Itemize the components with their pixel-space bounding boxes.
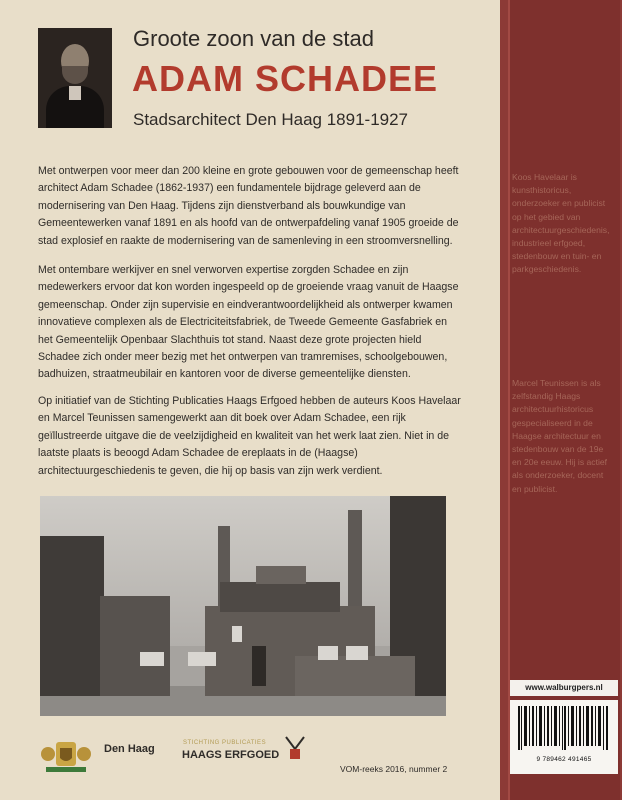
author-bio-koos: Koos Havelaar is kunsthistoricus, onderzoeker en publicist op het gebied van architectuurgeschiedenis, industrieel erfgoed, stedenbouw en tuin- en parkgeschiedenis. [512,172,610,275]
building-photo [40,496,446,716]
barcode-bars [510,700,618,752]
portrait-photo [38,28,112,128]
den-haag-label: Den Haag [104,743,155,755]
paragraph-expertise: Met ontembare werkijver en snel verworven expertise zorgden Schadee en zijn medewerkers ervoor dat kon worden ingespeeld op de groeiende vraag vanuit de Haagse gemeenschap. Onder zijn supervisie en eindverantwoordelijkheid als ontwerper kwamen innovatieve complexen als de Electriciteitsfabriek, de Tweede Gemeente Gasfabriek en het Gemeentelijk Openbaar Slachthuis tot stand. Naast deze grote projecten hield Schadee zich onder meer bezig met het ontwerpen van tramremises, schoolgebouwen, badhuizen, straatmeubilair en kantoren voor de diverse gemeentelijke diensten. [38,264,459,381]
haags-erfgoed-small-label: STICHTING PUBLICATIES [183,740,267,746]
book-subtitle: Stadsarchitect Den Haag 1891-1927 [133,110,409,129]
isbn-number: 9 789462 491465 [536,756,592,763]
den-haag-crest-logo [38,738,94,774]
haags-erfgoed-icon [283,733,307,761]
book-title: ADAM SCHADEE [132,58,439,99]
haags-erfgoed-label: HAAGS ERFGOED [182,749,280,761]
paragraph-initiative: Op initiatief van de Stichting Publicaties Haags Erfgoed hebben de auteurs Koos Havelaar en Marcel Teunissen samengewerkt aan dit boek over Adam Schadee, een rijk geïllustreerde uitgave die de veelzijdigheid en kwaliteit van het werk laat zien. Niet in de laatste plaats is beoogd Adam Schadee de ereplaats in de (Haagse) architectuurgeschiedenis te geven, die hij op basis van zijn werk verdient. [38,395,461,477]
publisher-url[interactable]: www.walburgpers.nl [510,680,618,696]
author-bio-marcel: Marcel Teunissen is als zelfstandig Haags architectuurhistoricus gespecialiseerd in de Haagse architectuur en stedenbouw van de 19e en 20e eeuw. Hij is actief als onderzoeker, docent en publicist. [512,378,608,494]
series-info: VOM-reeks 2016, nummer 2 [340,764,448,774]
book-kicker: Groote zoon van de stad [133,26,374,51]
paragraph-intro: Met ontwerpen voor meer dan 200 kleine en grote gebouwen voor de gemeenschap heeft architect Adam Schadee (1862-1937) een fundamentele bijdrage geleverd aan de modernisering van Den Haag. Tijdens zijn dienstverband als bouwkundige van Gemeentewerken vanaf 1891 en als hoofd van de ontwerpafdeling vanaf 1905 groeide de stad explosief en raakte de modernisering van de samenleving in een stroomversnelling. [38,165,459,247]
